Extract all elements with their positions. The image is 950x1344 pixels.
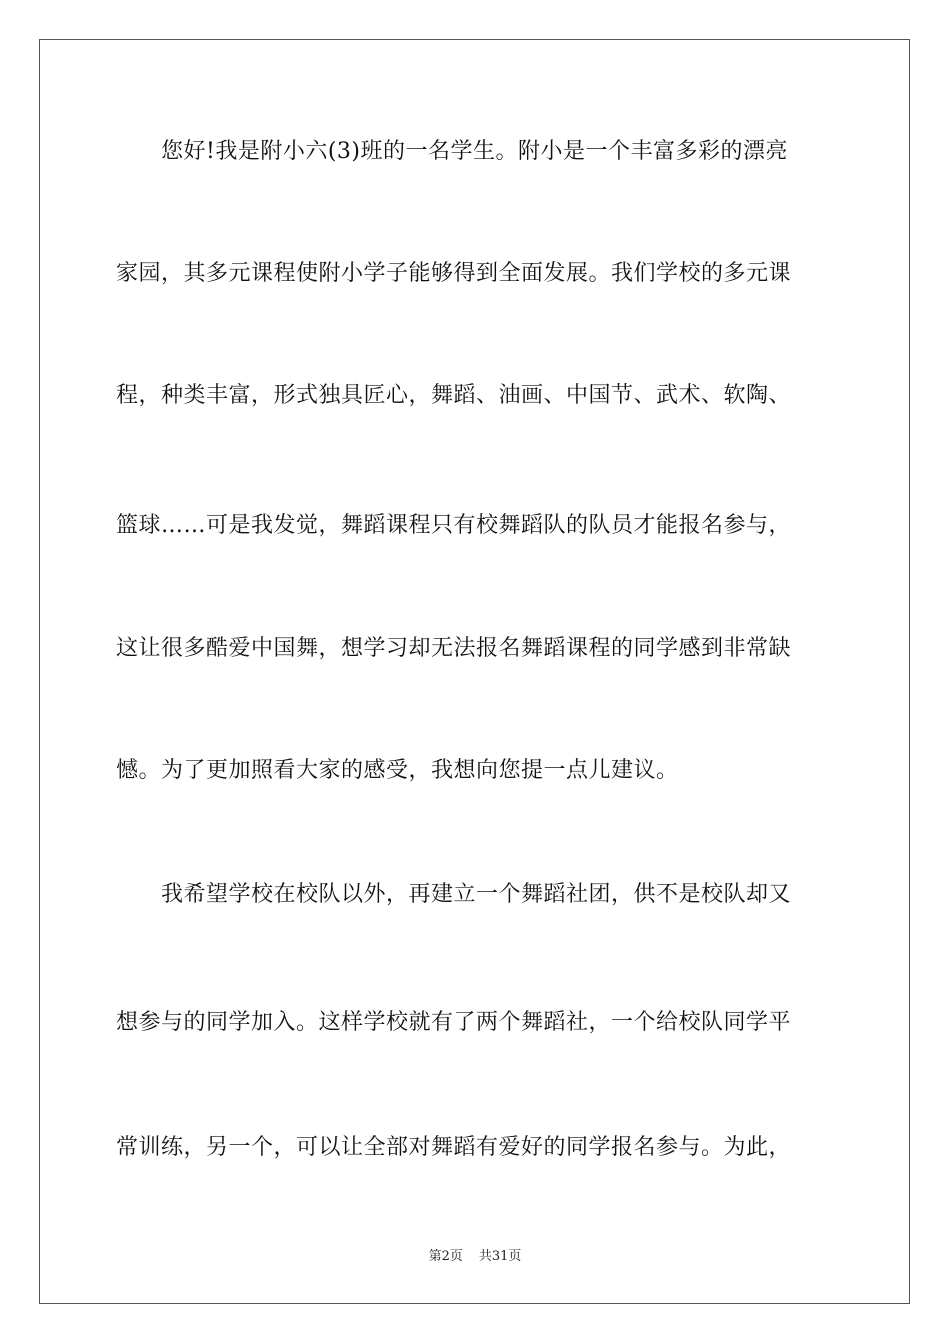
body-text-line: 想参与的同学加入。这样学校就有了两个舞蹈社，一个给校队同学平: [116, 1010, 792, 1035]
body-text-line: 憾。为了更加照看大家的感受，我想向您提一点儿建议。: [116, 758, 679, 783]
body-text-line: 您好!我是附小六(3)班的一名学生。附小是一个丰富多彩的漂亮: [116, 139, 789, 164]
page-number-total: 共31页: [478, 1249, 522, 1264]
body-text-line: 家园，其多元课程使附小学子能够得到全面发展。我们学校的多元课: [116, 261, 792, 286]
body-text-line: 篮球……可是我发觉，舞蹈课程只有校舞蹈队的队员才能报名参与，: [116, 513, 792, 538]
body-text-line: 我希望学校在校队以外，再建立一个舞蹈社团，供不是校队却又: [116, 882, 792, 907]
page-number-current: 第2页: [428, 1249, 463, 1264]
page-footer: [0, 1248, 950, 1266]
page-border: [39, 39, 910, 1304]
body-text-line: 程，种类丰富，形式独具匠心，舞蹈、油画、中国节、武术、软陶、: [116, 383, 792, 408]
body-text-line: 这让很多酷爱中国舞，想学习却无法报名舞蹈课程的同学感到非常缺: [116, 636, 792, 661]
body-text-line: 常训练，另一个，可以让全部对舞蹈有爱好的同学报名参与。为此，: [116, 1135, 792, 1160]
